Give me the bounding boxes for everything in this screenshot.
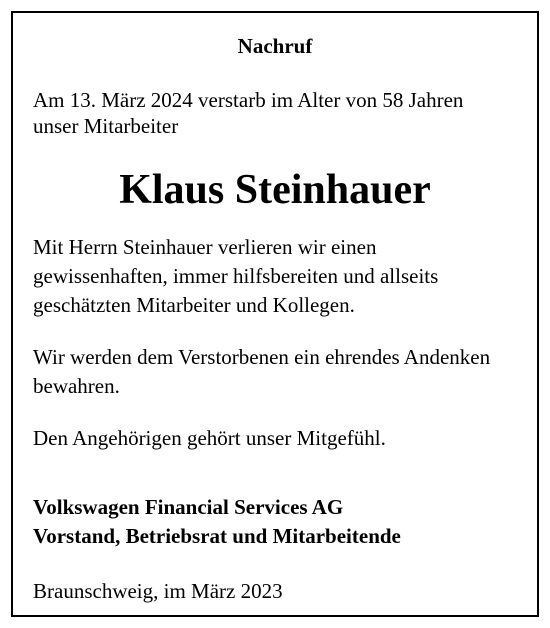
tribute-line-1: Mit Herrn Steinhauer verlieren wir einen bbox=[33, 235, 377, 259]
tribute-line-2: gewissenhaften, immer hilfsbereiten und allseits bbox=[33, 264, 439, 288]
notice-title: Nachruf bbox=[237, 34, 313, 58]
signature-groups: Vorstand, Betriebsrat und Mitarbeitende bbox=[33, 524, 401, 548]
intro-line-2: unser Mitarbeiter bbox=[33, 114, 179, 138]
remembrance-paragraph bbox=[33, 343, 538, 401]
condolence-paragraph bbox=[33, 424, 538, 453]
remembrance-line-2: bewahren. bbox=[33, 374, 120, 398]
tribute-paragraph bbox=[33, 233, 538, 320]
intro-line-1: Am 13. März 2024 verstarb im Alter von 58 Jahren bbox=[33, 88, 464, 112]
remembrance-line-1: Wir werden dem Verstorbenen ein ehrendes Andenken bbox=[33, 345, 491, 369]
tribute-line-3: geschätzten Mitarbeiter und Kollegen. bbox=[33, 293, 355, 317]
condolence-line: Den Angehörigen gehört unser Mitgefühl. bbox=[33, 426, 386, 450]
place-date: Braunschweig, im März 2023 bbox=[33, 579, 283, 603]
intro-text bbox=[33, 87, 528, 139]
company-name: Volkswagen Financial Services AG bbox=[33, 495, 344, 519]
deceased-name: Klaus Steinhauer bbox=[119, 167, 431, 213]
signature-block bbox=[33, 493, 528, 551]
